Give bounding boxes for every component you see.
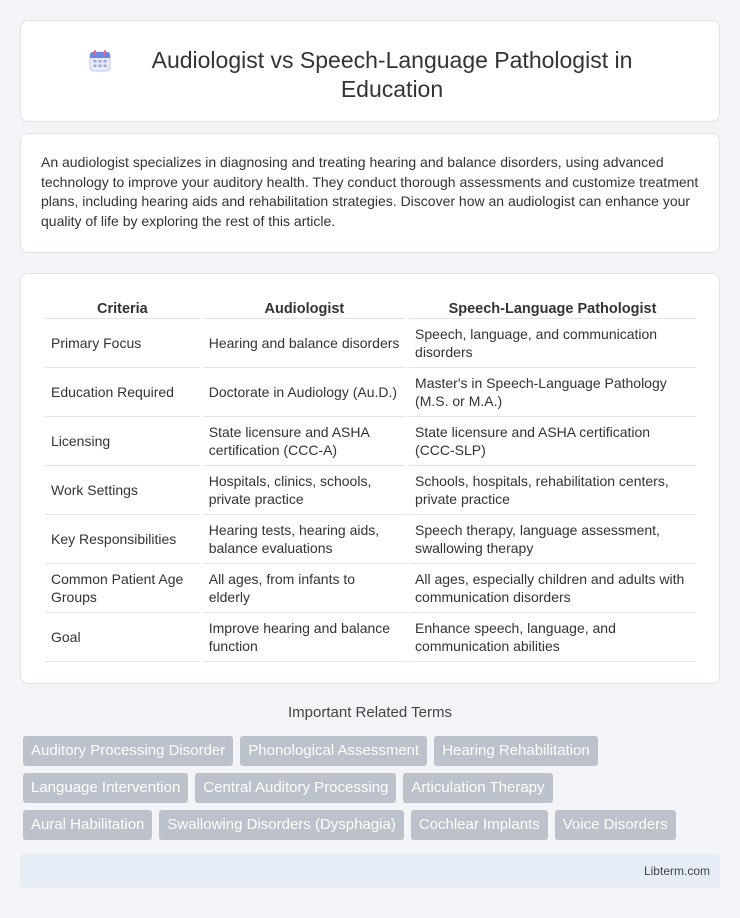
title-card: [20, 20, 720, 122]
cell-slp: Schools, hospitals, rehabilitation centers, private practice: [409, 466, 696, 515]
tag-voice-disorders[interactable]: Voice Disorders: [555, 810, 676, 840]
page-title: Audiologist vs Speech-Language Pathologist in Education: [151, 47, 633, 102]
tag-row: [23, 773, 723, 803]
cell-audiologist: All ages, from infants to elderly: [203, 564, 406, 613]
related-terms-title: Important Related Terms: [288, 704, 452, 721]
header-audiologist: Audiologist: [203, 295, 406, 319]
cell-slp: Speech, language, and communication disorders: [409, 319, 696, 368]
footer: [20, 854, 720, 888]
table-header-row: [45, 295, 696, 319]
cell-criteria: Key Responsibilities: [45, 515, 200, 564]
cell-slp: Speech therapy, language assessment, swallowing therapy: [409, 515, 696, 564]
calendar-icon: [88, 49, 112, 73]
cell-audiologist: Doctorate in Audiology (Au.D.): [203, 368, 406, 417]
tag-row: [23, 810, 723, 840]
tag-swallowing-disorders[interactable]: Swallowing Disorders (Dysphagia): [159, 810, 403, 840]
tag-phonological-assessment[interactable]: Phonological Assessment: [240, 736, 427, 766]
cell-criteria: Education Required: [45, 368, 200, 417]
cell-audiologist: Improve hearing and balance function: [203, 613, 406, 662]
table-row: [45, 319, 696, 368]
comparison-card: [20, 273, 720, 684]
cell-slp: State licensure and ASHA certification (CCC-SLP): [409, 417, 696, 466]
cell-criteria: Licensing: [45, 417, 200, 466]
tag-hearing-rehabilitation[interactable]: Hearing Rehabilitation: [434, 736, 598, 766]
cell-criteria: Work Settings: [45, 466, 200, 515]
cell-slp: Master's in Speech-Language Pathology (M.S. or M.A.): [409, 368, 696, 417]
cell-audiologist: Hearing tests, hearing aids, balance evaluations: [203, 515, 406, 564]
cell-criteria: Goal: [45, 613, 200, 662]
cell-audiologist: Hospitals, clinics, schools, private practice: [203, 466, 406, 515]
comparison-table: [42, 295, 699, 662]
cell-slp: All ages, especially children and adults with communication disorders: [409, 564, 696, 613]
header-criteria: Criteria: [45, 295, 200, 319]
table-row: [45, 417, 696, 466]
table-row: [45, 466, 696, 515]
table-row: [45, 613, 696, 662]
tag-articulation-therapy[interactable]: Articulation Therapy: [403, 773, 552, 803]
related-terms-list: [23, 736, 723, 847]
table-row: [45, 368, 696, 417]
cell-criteria: Primary Focus: [45, 319, 200, 368]
tag-cochlear-implants[interactable]: Cochlear Implants: [411, 810, 548, 840]
table-row: [45, 564, 696, 613]
intro-card: [20, 133, 720, 253]
table-row: [45, 515, 696, 564]
tag-aural-habilitation[interactable]: Aural Habilitation: [23, 810, 152, 840]
intro-paragraph: An audiologist specializes in diagnosing and treating hearing and balance disorders, using advanced technology to improve your auditory health. They conduct thorough assessments and customize treatment plans, including hearing aids and rehabilitation strategies. Discover how an audiologist can enhance your quality of life by exploring the rest of this article.: [41, 154, 699, 229]
cell-audiologist: Hearing and balance disorders: [203, 319, 406, 368]
tag-central-auditory-processing[interactable]: Central Auditory Processing: [195, 773, 396, 803]
tag-auditory-processing-disorder[interactable]: Auditory Processing Disorder: [23, 736, 233, 766]
tag-language-intervention[interactable]: Language Intervention: [23, 773, 188, 803]
cell-criteria: Common Patient Age Groups: [45, 564, 200, 613]
footer-site-link[interactable]: Libterm.com: [643, 864, 710, 878]
header-slp: Speech-Language Pathologist: [409, 295, 696, 319]
cell-slp: Enhance speech, language, and communication abilities: [409, 613, 696, 662]
tag-row: [23, 736, 723, 766]
cell-audiologist: State licensure and ASHA certification (CCC-A): [203, 417, 406, 466]
